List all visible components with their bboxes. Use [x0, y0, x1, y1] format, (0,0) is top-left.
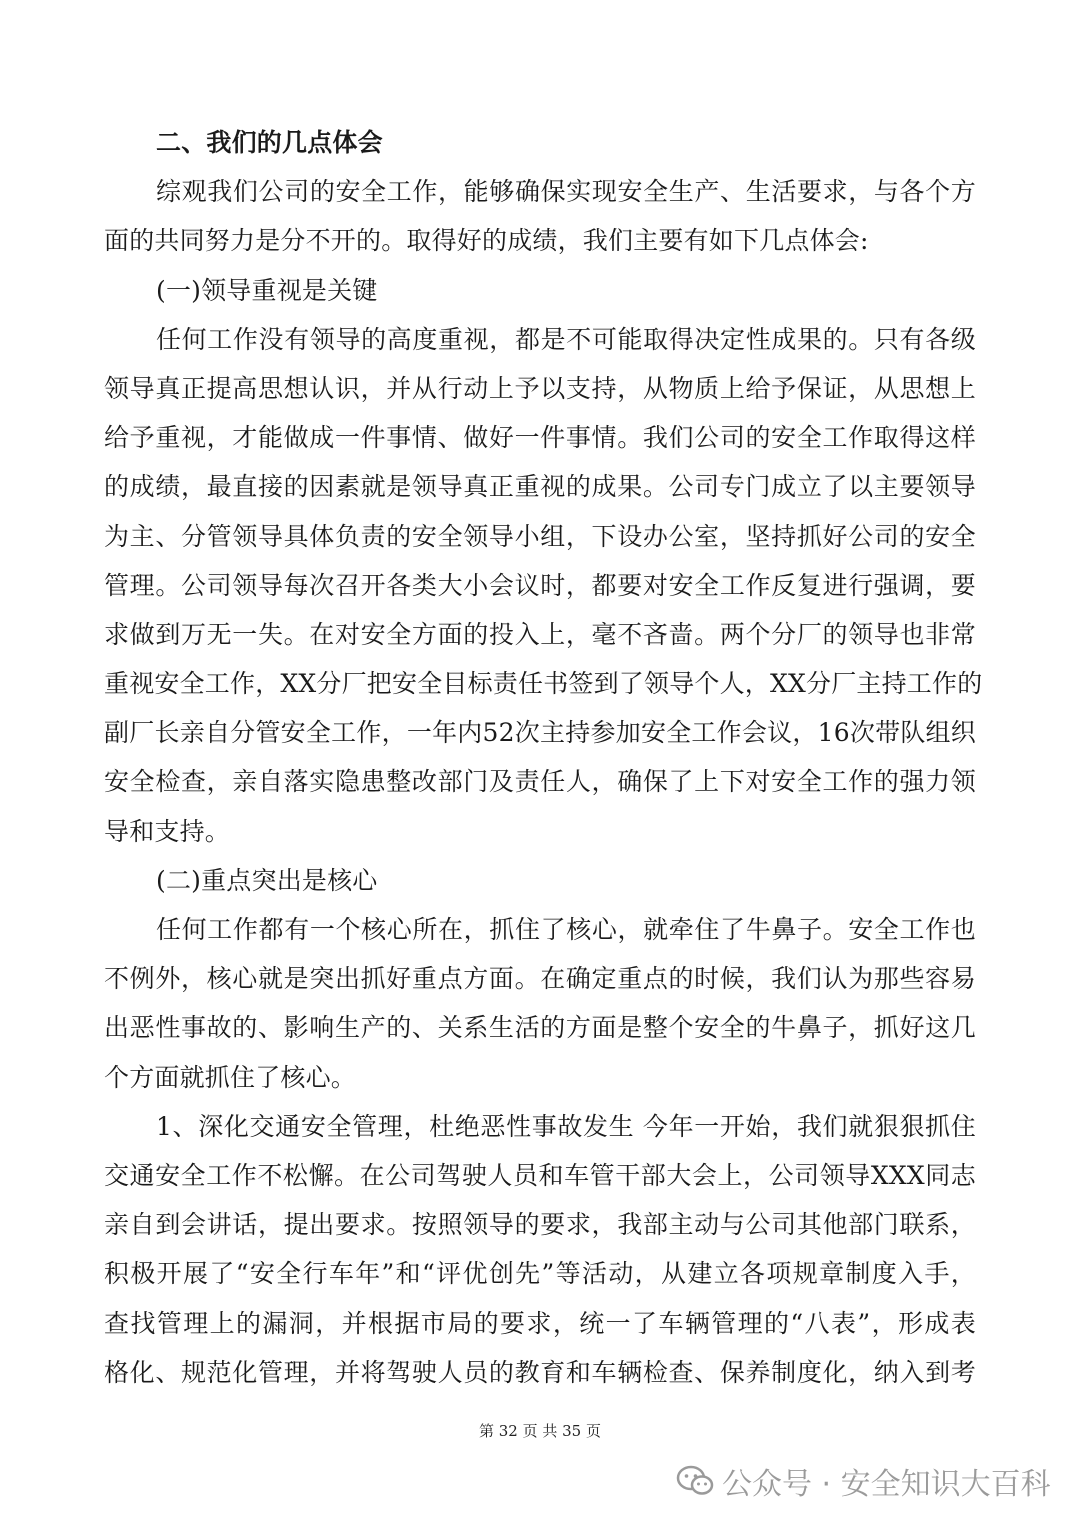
- text-line: 给予重视，才能做成一件事情、做好一件事情。我们公司的安全工作取得这样: [104, 423, 976, 453]
- text-line: 个方面就抓住了核心。: [104, 1062, 357, 1092]
- text-line: 副厂长亲自分管安全工作，一年内52次主持参加安全工作会议，16次带队组织: [104, 718, 976, 748]
- text-line: 交通安全工作不松懈。在公司驾驶人员和车管干部大会上，公司领导XXX同志: [104, 1160, 976, 1190]
- watermark: [676, 1456, 1051, 1506]
- text-line: 求做到万无一失。在对安全方面的投入上，毫不吝啬。两个分厂的领导也非常: [104, 619, 976, 649]
- text-line: 安全检查，亲自落实隐患整改部门及责任人，确保了上下对安全工作的强力领: [104, 767, 976, 797]
- text-line: 格化、规范化管理，并将驾驶人员的教育和车辆检查、保养制度化，纳入到考: [104, 1357, 976, 1387]
- text-line: 查找管理上的漏洞，并根据市局的要求，统一了车辆管理的“八表”，形成表: [104, 1308, 976, 1338]
- text-line: 面的共同努力是分不开的。取得好的成绩，我们主要有如下几点体会:: [104, 226, 869, 256]
- text-line: 为主、分管领导具体负责的安全领导小组，下设办公室，坚持抓好公司的安全: [104, 521, 976, 551]
- watermark-text: 公众号 · 安全知识大百科: [722, 1467, 1051, 1502]
- text-line: 出恶性事故的、影响生产的、关系生活的方面是整个安全的牛鼻子，抓好这几: [104, 1013, 976, 1043]
- text-line: (一)领导重视是关键: [156, 275, 378, 305]
- text-line: 领导真正提高思想认识，并从行动上予以支持，从物质上给予保证，从思想上: [104, 373, 976, 403]
- wechat-icon: [676, 1464, 714, 1498]
- text-line: 不例外，核心就是突出抓好重点方面。在确定重点的时候，我们认为那些容易: [104, 964, 976, 994]
- text-line: 导和支持。: [104, 816, 231, 846]
- text-line: 综观我们公司的安全工作，能够确保实现安全生产、生活要求，与各个方: [156, 177, 976, 207]
- text-line: 亲自到会讲话，提出要求。按照领导的要求，我部主动与公司其他部门联系，: [104, 1210, 976, 1240]
- text-line: 管理。公司领导每次召开各类大小会议时，都要对安全工作反复进行强调，要: [104, 570, 976, 600]
- text-line: 重视安全工作，XX分厂把安全目标责任书签到了领导个人，XX分厂主持工作的: [104, 669, 983, 699]
- text-line: 的成绩，最直接的因素就是领导真正重视的成果。公司专门成立了以主要领导: [104, 472, 976, 502]
- text-line: 1、深化交通安全管理，杜绝恶性事故发生 今年一开始，我们就狠狠抓住: [156, 1111, 976, 1141]
- paragraph-lines: [104, 167, 983, 1397]
- page-number: 第 32 页 共 35 页: [478, 1422, 601, 1440]
- text-line: 任何工作没有领导的高度重视，都是不可能取得决定性成果的。只有各级: [156, 324, 976, 354]
- text-line: 任何工作都有一个核心所在，抓住了核心，就牵住了牛鼻子。安全工作也: [156, 915, 976, 944]
- text-line: 积极开展了“安全行车年”和“评优创先”等活动，从建立各项规章制度入手，: [104, 1259, 976, 1289]
- section-heading: 二、我们的几点体会: [156, 128, 383, 157]
- text-line: (二)重点突出是核心: [156, 865, 378, 895]
- document-body: [104, 118, 983, 1397]
